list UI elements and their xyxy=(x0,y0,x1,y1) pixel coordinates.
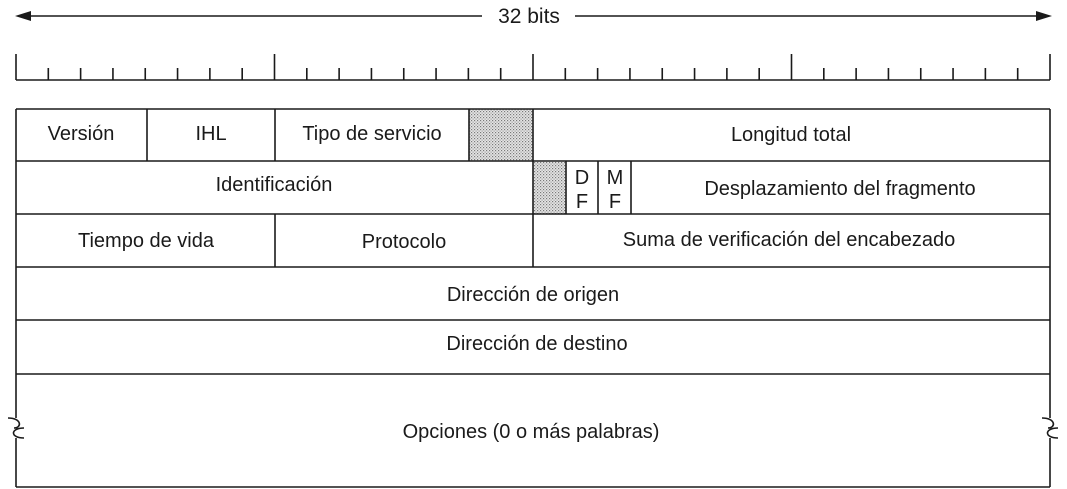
field-fragment-offset: Desplazamiento del fragmento xyxy=(704,178,976,200)
left-break-icon xyxy=(8,418,24,438)
flag-mf-bottom: F xyxy=(608,191,622,213)
field-identification: Identificación xyxy=(215,174,333,196)
field-checksum: Suma de verificación del encabezado xyxy=(622,229,956,251)
right-break-icon xyxy=(1042,418,1058,438)
flag-df-bottom: F xyxy=(575,191,589,213)
field-total-length: Longitud total xyxy=(730,124,852,146)
bits-label: 32 bits xyxy=(498,5,560,28)
flag-df-top: D xyxy=(574,167,590,189)
bit-width-arrow xyxy=(15,5,1052,28)
flag-mf-top: M xyxy=(606,167,624,189)
reserved-flag-shaded-cell xyxy=(533,162,566,214)
field-ihl: IHL xyxy=(195,123,227,145)
field-destination-address: Dirección de destino xyxy=(446,333,628,355)
arrow-right-icon xyxy=(1036,11,1052,21)
reserved-shaded-cell xyxy=(469,109,533,161)
field-version: Versión xyxy=(47,123,115,145)
field-ttl: Tiempo de vida xyxy=(78,230,214,252)
field-labels xyxy=(48,123,976,443)
bit-ruler xyxy=(16,54,1050,80)
field-options: Opciones (0 o más palabras) xyxy=(402,421,660,443)
field-service-type: Tipo de servicio xyxy=(302,123,442,145)
field-source-address: Dirección de origen xyxy=(446,284,620,306)
arrow-left-icon xyxy=(15,11,31,21)
field-protocol: Protocolo xyxy=(361,231,447,253)
